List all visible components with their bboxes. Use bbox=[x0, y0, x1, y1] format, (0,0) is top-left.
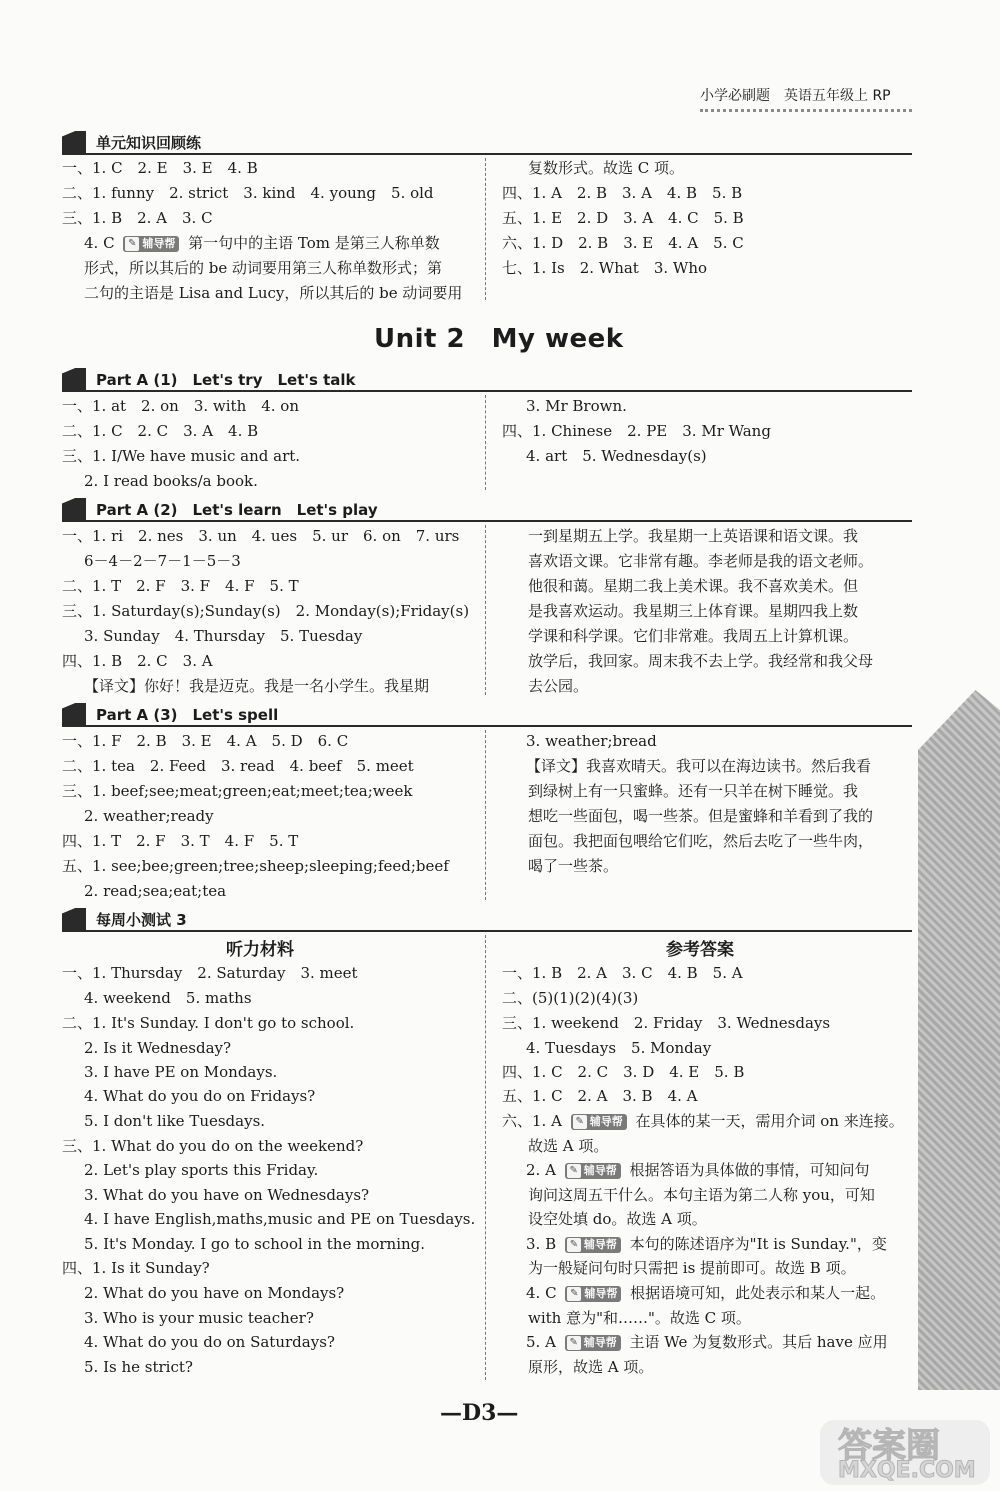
tutor-tip-badge: ✎ 辅导帮 bbox=[565, 1163, 621, 1179]
column-divider bbox=[485, 935, 486, 1380]
answer-line: 3. Sunday 4. Thursday 5. Tuesday bbox=[84, 627, 363, 645]
listening-line: 2. Let's play sports this Friday. bbox=[84, 1161, 319, 1179]
column-divider bbox=[485, 395, 486, 490]
answer-line: 二、1. T 2. F 3. F 4. F 5. T bbox=[62, 577, 299, 595]
answer-line: 二、1. tea 2. Feed 3. read 4. beef 5. meet bbox=[62, 757, 414, 775]
answer-line: 三、1. Saturday(s);Sunday(s) 2. Monday(s);Friday(s) bbox=[62, 602, 470, 620]
translation-line: 【译文】你好！我是迈克。我是一名小学生。我星期 bbox=[84, 677, 430, 695]
answer-line: 3. Mr Brown. bbox=[526, 397, 627, 415]
translation-line: 想吃一些面包，喝一些茶。但是蜜蜂和羊看到了我的 bbox=[528, 807, 874, 825]
answer-text: 2. A bbox=[526, 1161, 556, 1179]
answer-line: 六、1. D 2. B 3. E 4. A 5. C bbox=[502, 234, 744, 252]
translation-line: 【译文】我喜欢晴天。我可以在海边读书。然后我看 bbox=[526, 757, 872, 775]
answer-line: 一、1. F 2. B 3. E 4. A 5. D 6. C bbox=[62, 732, 349, 750]
translation-line: 是我喜欢运动。我星期三上体育课。星期四我上数 bbox=[528, 602, 859, 620]
listening-line: 一、1. Thursday 2. Saturday 3. meet bbox=[62, 964, 358, 982]
section-marker-icon bbox=[62, 703, 86, 725]
answer-line-with-tip bbox=[526, 1232, 887, 1256]
explanation-text: 本句的陈述语序为"It is Sunday."，变 bbox=[629, 1235, 887, 1253]
listening-line: 3. Who is your music teacher? bbox=[84, 1309, 314, 1327]
decorative-side-shape bbox=[918, 690, 1000, 1390]
section-marker-icon bbox=[62, 498, 86, 520]
answer-line: 2. weather;ready bbox=[84, 807, 214, 825]
answer-line: 三、1. beef;see;meat;green;eat;meet;tea;week bbox=[62, 782, 413, 800]
reference-answers-heading: 参考答案 bbox=[666, 940, 734, 960]
answer-line: 五、1. see;bee;green;tree;sheep;sleeping;feed;beef bbox=[62, 857, 449, 875]
section-header-review bbox=[62, 131, 912, 155]
explanation-line: 复数形式。故选 C 项。 bbox=[528, 159, 685, 177]
answer-text: 3. B bbox=[526, 1235, 557, 1253]
book-header: 小学必刷题 英语五年级上 RP bbox=[700, 88, 891, 104]
translation-line: 喝了一些茶。 bbox=[528, 857, 619, 875]
listening-line: 2. Is it Wednesday? bbox=[84, 1039, 232, 1057]
answer-line: 三、1. I/We have music and art. bbox=[62, 447, 301, 465]
section-header-part-a1 bbox=[62, 368, 912, 392]
tutor-tip-badge: ✎ 辅导帮 bbox=[571, 1114, 627, 1130]
explanation-text: 根据答语为具体做的事情，可知问句 bbox=[629, 1161, 870, 1179]
tip-icon: ✎ bbox=[567, 1238, 581, 1252]
answer-line: 七、1. Is 2. What 3. Who bbox=[502, 259, 708, 277]
answer-line: 一、1. C 2. E 3. E 4. B bbox=[62, 159, 258, 177]
section-title: 单元知识回顾练 bbox=[96, 134, 202, 152]
page-number: —D3— bbox=[440, 1400, 519, 1426]
answer-line: 二、(5)(1)(2)(4)(3) bbox=[502, 989, 639, 1007]
listening-line: 4. What do you do on Saturdays? bbox=[84, 1333, 335, 1351]
answer-line: 二、1. funny 2. strict 3. kind 4. young 5. old bbox=[62, 184, 434, 202]
explanation-line: 故选 A 项。 bbox=[528, 1137, 609, 1155]
answer-line: 四、1. B 2. C 3. A bbox=[62, 652, 213, 670]
listening-line: 三、1. What do you do on the weekend? bbox=[62, 1137, 364, 1155]
explanation-text: 根据语境可知，此处表示和某人一起。 bbox=[630, 1284, 886, 1302]
section-marker-icon bbox=[62, 908, 86, 930]
column-divider bbox=[485, 730, 486, 900]
tip-icon: ✎ bbox=[567, 1287, 581, 1301]
listening-line: 3. What do you have on Wednesdays? bbox=[84, 1186, 370, 1204]
answer-line: 一、1. at 2. on 3. with 4. on bbox=[62, 397, 299, 415]
translation-line: 去公园。 bbox=[528, 677, 589, 695]
tutor-tip-badge: ✎ 辅导帮 bbox=[565, 1237, 621, 1253]
explanation-line: 为一般疑问句时只需把 is 提前即可。故选 B 项。 bbox=[528, 1259, 856, 1277]
header-dotted-rule bbox=[700, 109, 912, 112]
watermark-logo-text: 答案圈 bbox=[838, 1426, 940, 1466]
explanation-line: 询问这周五干什么。本句主语为第二人称 you，可知 bbox=[528, 1186, 875, 1204]
answer-line: 二、1. C 2. C 3. A 4. B bbox=[62, 422, 259, 440]
answer-line-with-tip bbox=[526, 1330, 888, 1354]
listening-line: 5. Is he strict? bbox=[84, 1358, 193, 1376]
listening-line: 4. I have English,maths,music and PE on Tuesdays. bbox=[84, 1210, 476, 1228]
answer-line: 4. art 5. Wednesday(s) bbox=[526, 447, 707, 465]
explanation-text: 第一句中的主语 Tom 是第三人称单数 bbox=[188, 234, 440, 252]
unit-title: Unit 2 My week bbox=[374, 324, 624, 354]
listening-line: 四、1. Is it Sunday? bbox=[62, 1259, 210, 1277]
watermark-url: MXQE.COM bbox=[838, 1458, 976, 1483]
section-marker-icon bbox=[62, 131, 86, 153]
tip-icon: ✎ bbox=[567, 1336, 581, 1350]
answer-line: 3. weather;bread bbox=[526, 732, 657, 750]
answer-line: 三、1. B 2. A 3. C bbox=[62, 209, 213, 227]
explanation-text: 主语 We 为复数形式。其后 have 应用 bbox=[629, 1333, 888, 1351]
explanation-line: 二句的主语是 Lisa and Lucy，所以其后的 be 动词要用 bbox=[84, 284, 463, 302]
answer-line: 一、1. B 2. A 3. C 4. B 5. A bbox=[502, 964, 743, 982]
translation-line: 他很和蔼。星期二我上美术课。我不喜欢美术。但 bbox=[528, 577, 859, 595]
answer-line-with-tip bbox=[502, 1109, 904, 1133]
section-title: Part A (1) Let's try Let's talk bbox=[96, 371, 356, 389]
answer-text: 4. C bbox=[526, 1284, 557, 1302]
answer-line: 4. Tuesdays 5. Monday bbox=[526, 1039, 712, 1057]
listening-line: 4. weekend 5. maths bbox=[84, 989, 252, 1007]
section-header-part-a2 bbox=[62, 498, 912, 522]
answer-line: 五、1. E 2. D 3. A 4. C 5. B bbox=[502, 209, 744, 227]
explanation-line: 原形，故选 A 项。 bbox=[528, 1358, 654, 1376]
explanation-line: 设空处填 do。故选 A 项。 bbox=[528, 1210, 707, 1228]
answer-line: 三、1. weekend 2. Friday 3. Wednesdays bbox=[502, 1014, 831, 1032]
answer-line: 四、1. C 2. C 3. D 4. E 5. B bbox=[502, 1063, 745, 1081]
translation-line: 放学后，我回家。周末我不去上学。我经常和我父母 bbox=[528, 652, 874, 670]
section-header-weekly-test bbox=[62, 908, 912, 932]
listening-line: 5. It's Monday. I go to school in the morning. bbox=[84, 1235, 426, 1253]
listening-materials-heading: 听力材料 bbox=[226, 940, 294, 960]
tutor-tip-badge: ✎ 辅导帮 bbox=[123, 236, 179, 252]
translation-line: 面包。我把面包喂给它们吃，然后去吃了一些牛肉， bbox=[528, 832, 874, 850]
listening-line: 5. I don't like Tuesdays. bbox=[84, 1112, 266, 1130]
tutor-tip-badge: ✎ 辅导帮 bbox=[565, 1335, 621, 1351]
listening-line: 3. I have PE on Mondays. bbox=[84, 1063, 278, 1081]
answer-line: 五、1. C 2. A 3. B 4. A bbox=[502, 1087, 698, 1105]
answer-line-with-tip bbox=[526, 1281, 885, 1305]
answer-line-with-tip bbox=[84, 231, 440, 255]
section-title: 每周小测试 3 bbox=[96, 911, 187, 929]
explanation-text: 在具体的某一天，需用介词 on 来连接。 bbox=[635, 1112, 904, 1130]
translation-line: 学课和科学课。它们非常难。我周五上计算机课。 bbox=[528, 627, 859, 645]
answer-line: 6－4－2－7－1－5－3 bbox=[84, 552, 241, 570]
answer-text: 六、1. A bbox=[502, 1112, 562, 1130]
column-divider bbox=[485, 525, 486, 695]
answer-text: 5. A bbox=[526, 1333, 556, 1351]
answer-line: 四、1. Chinese 2. PE 3. Mr Wang bbox=[502, 422, 771, 440]
tip-icon: ✎ bbox=[567, 1164, 581, 1178]
tutor-tip-badge: ✎ 辅导帮 bbox=[565, 1286, 621, 1302]
tip-icon: ✎ bbox=[573, 1115, 587, 1129]
explanation-line: 形式，所以其后的 be 动词要用第三人称单数形式；第 bbox=[84, 259, 443, 277]
explanation-line: with 意为"和……"。故选 C 项。 bbox=[528, 1309, 751, 1327]
listening-line: 2. What do you have on Mondays? bbox=[84, 1284, 345, 1302]
column-divider bbox=[485, 158, 486, 300]
answer-line: 2. I read books/a book. bbox=[84, 472, 258, 490]
section-title: Part A (3) Let's spell bbox=[96, 706, 279, 724]
answer-line-with-tip bbox=[526, 1158, 870, 1182]
translation-line: 喜欢语文课。它非常有趣。李老师是我的语文老师。 bbox=[528, 552, 874, 570]
answer-line: 2. read;sea;eat;tea bbox=[84, 882, 227, 900]
listening-line: 4. What do you do on Fridays? bbox=[84, 1087, 316, 1105]
answer-line: 四、1. T 2. F 3. T 4. F 5. T bbox=[62, 832, 299, 850]
translation-line: 一到星期五上学。我星期一上英语课和语文课。我 bbox=[528, 527, 859, 545]
answer-line: 四、1. A 2. B 3. A 4. B 5. B bbox=[502, 184, 743, 202]
tip-icon: ✎ bbox=[125, 237, 139, 251]
answer-text: 4. C bbox=[84, 234, 115, 252]
answer-line: 一、1. ri 2. nes 3. un 4. ues 5. ur 6. on 7. urs bbox=[62, 527, 460, 545]
section-marker-icon bbox=[62, 368, 86, 390]
section-title: Part A (2) Let's learn Let's play bbox=[96, 501, 378, 519]
listening-line: 二、1. It's Sunday. I don't go to school. bbox=[62, 1014, 355, 1032]
translation-line: 到绿树上有一只蜜蜂。还有一只羊在树下睡觉。我 bbox=[528, 782, 859, 800]
section-header-part-a3 bbox=[62, 703, 912, 727]
